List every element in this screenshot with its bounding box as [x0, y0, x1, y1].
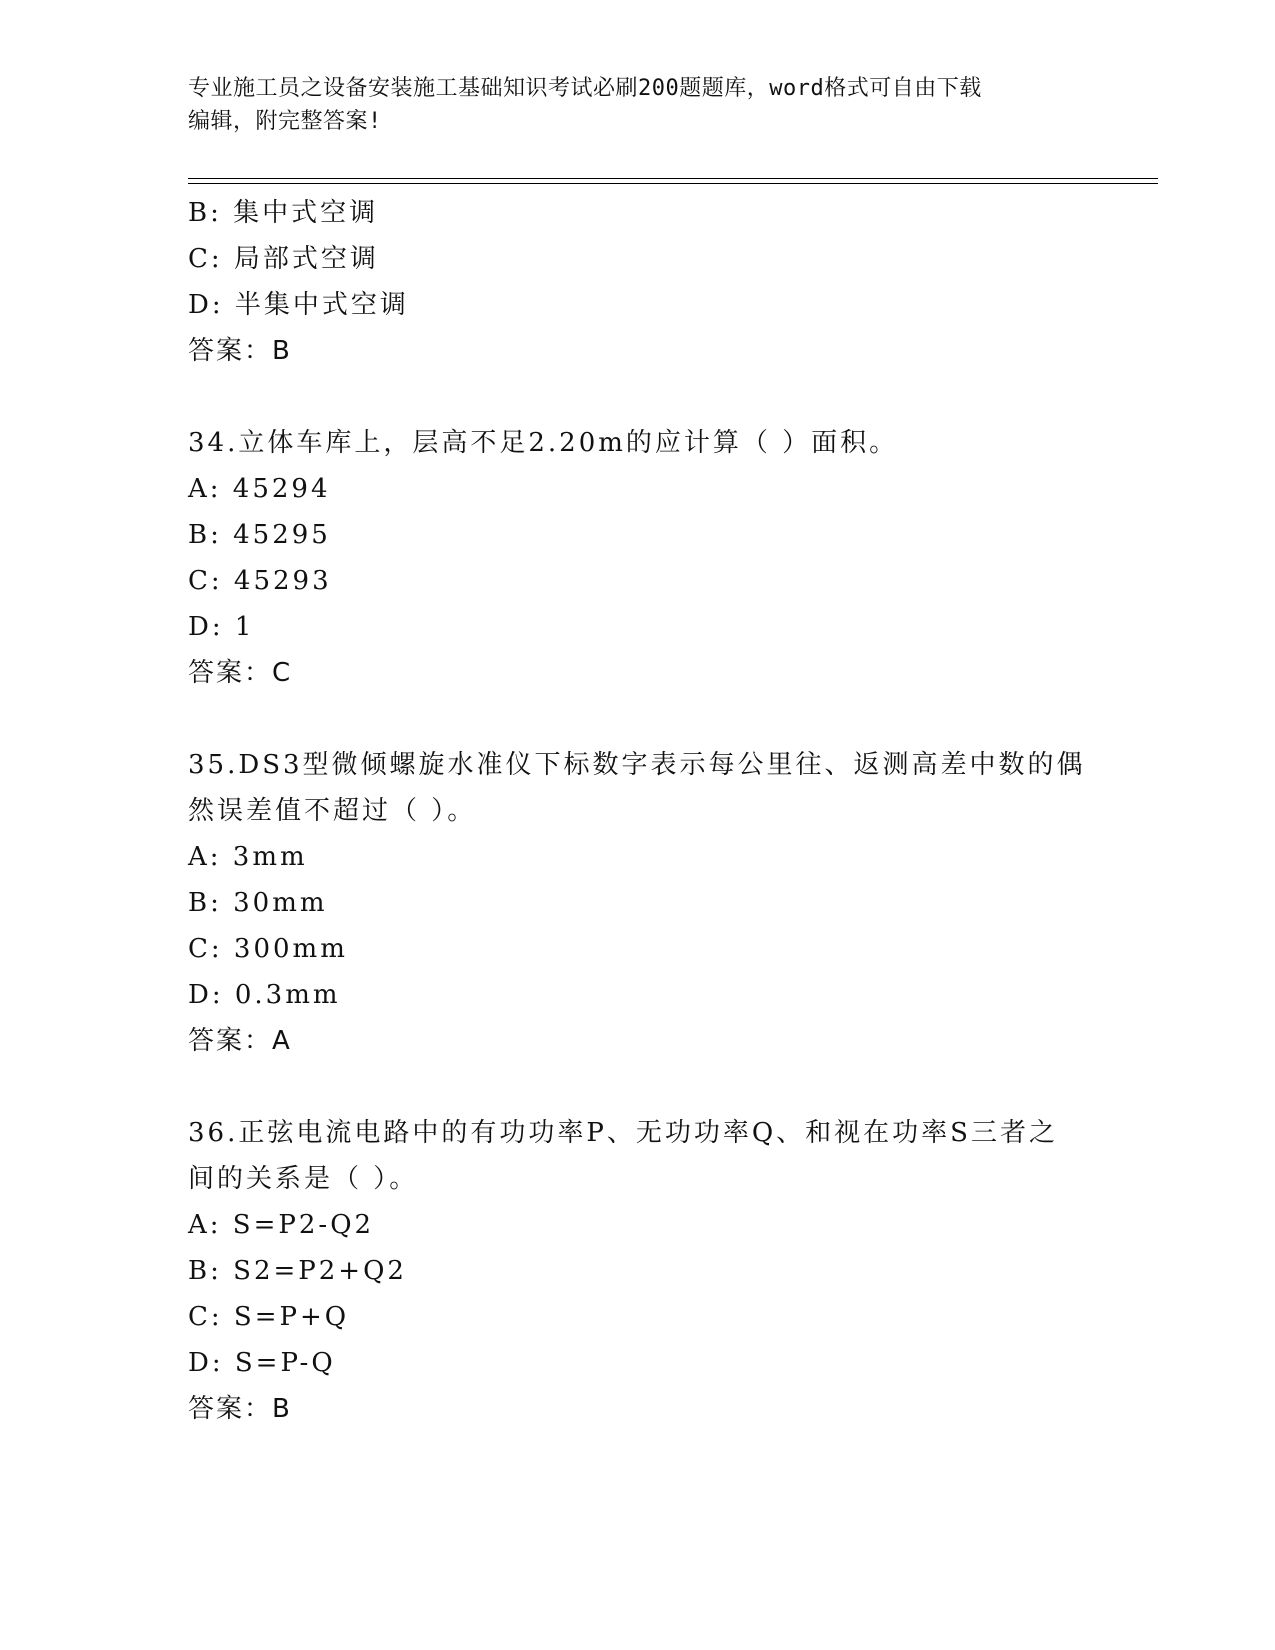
question-36	[188, 1110, 1088, 1432]
stem-line: 35.DS3型微倾螺旋水准仪下标数字表示每公里往、返测高差中数的偶	[188, 750, 1086, 780]
stem-line: 36.正弦电流电路中的有功功率P、无功功率Q、和视在功率S三者之	[188, 1118, 1058, 1148]
question-stem	[188, 420, 1068, 466]
option-b: B: 集中式空调	[188, 198, 379, 228]
question-stem	[188, 742, 1086, 834]
answer: 答案：C	[188, 658, 293, 688]
option-c: C: 45293	[188, 566, 332, 596]
header-divider-bottom	[188, 183, 1158, 184]
question-list	[188, 190, 1088, 1432]
option-b: B: S2=P2+Q2	[188, 1256, 407, 1286]
option-c: C: 局部式空调	[188, 244, 379, 274]
option-a: A: 45294	[188, 474, 331, 504]
question-stem	[188, 1110, 1068, 1202]
question-34	[188, 420, 1088, 696]
option-a: A: 3mm	[188, 842, 308, 872]
answer: 答案：B	[188, 336, 292, 366]
option-d: D: 半集中式空调	[188, 290, 409, 320]
option-c: C: S=P+Q	[188, 1302, 350, 1332]
option-a: A: S=P2-Q2	[188, 1210, 375, 1240]
question-33-continued	[188, 190, 1088, 374]
option-d: D: S=P-Q	[188, 1348, 336, 1378]
option-d: D: 0.3mm	[188, 980, 341, 1010]
question-35	[188, 742, 1088, 1064]
stem-line: 然误差值不超过（ ）。	[188, 796, 477, 826]
option-b: B: 30mm	[188, 888, 328, 918]
document-header	[188, 72, 1068, 138]
answer: 答案：A	[188, 1026, 292, 1056]
option-b: B: 45295	[188, 520, 331, 550]
option-d: D: 1	[188, 612, 255, 642]
stem-line: 间的关系是（ ）。	[188, 1164, 419, 1194]
header-divider-top	[188, 178, 1158, 179]
answer: 答案：B	[188, 1394, 292, 1424]
header-line-2: 编辑，附完整答案!	[188, 109, 382, 134]
option-c: C: 300mm	[188, 934, 348, 964]
header-line-1: 专业施工员之设备安装施工基础知识考试必刷200题题库，word格式可自由下载	[188, 76, 982, 101]
stem-line: 34.立体车库上，层高不足2.20m的应计算（ ）面积。	[188, 428, 899, 458]
